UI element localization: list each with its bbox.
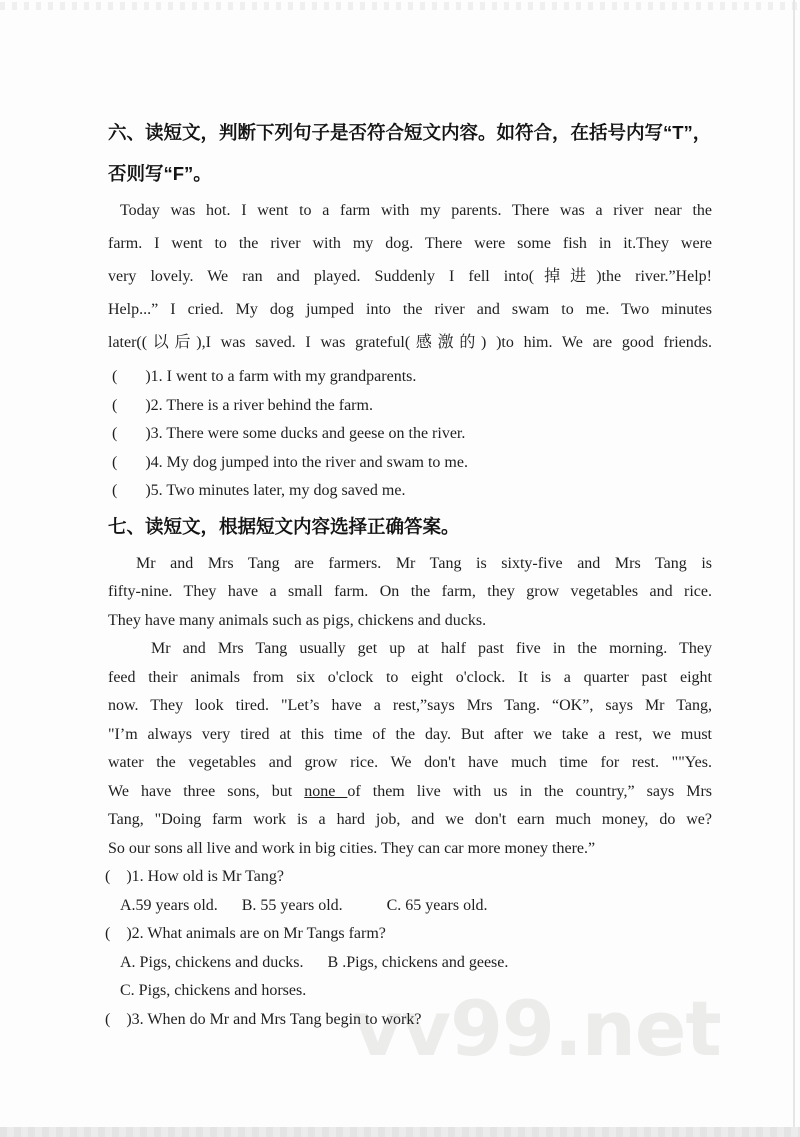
perforation-strip <box>0 2 800 10</box>
page-edge-line <box>793 0 795 1137</box>
tf-statement: ( )4. My dog jumped into the river and swam to me. <box>112 453 468 471</box>
passage-line: farm. I went to the river with my dog. There were some fish in it.They were <box>108 235 712 252</box>
passage-line: They have many animals such as pigs, chickens and ducks. <box>108 611 487 629</box>
passage-line: later((以后),I was saved. I was grateful(感激的) )to him. We are good friends. <box>108 334 712 351</box>
passage-line: "I’m always very tired at this time of the day. But after we take a rest, we must <box>108 725 712 743</box>
tf-statement: ( )1. I went to a farm with my grandparents. <box>112 368 417 385</box>
options-line: A. Pigs, chickens and ducks. B .Pigs, chickens and geese. <box>120 953 509 971</box>
tf-statement: ( )5. Two minutes later, my dog saved me. <box>112 482 406 499</box>
passage-line: Today was hot. I went to a farm with my parents. There was a river near the <box>120 202 712 219</box>
passage-line: Mr and Mrs Tang usually get up at half past five in the morning. They <box>151 640 712 657</box>
passage-line: feed their animals from six o'clock to eight o'clock. It is a quarter past eight <box>108 668 712 686</box>
section7-heading: 七、读短文，根据短文内容选择正确答案。 <box>108 515 460 537</box>
page-bottom-strip <box>0 1127 800 1137</box>
options-line: C. Pigs, chickens and horses. <box>120 982 307 1000</box>
question-line: ( )1. How old is Mr Tang? <box>105 868 285 885</box>
passage-line-with-underline <box>108 778 712 807</box>
tf-statement: ( )3. There were some ducks and geese on the river. <box>112 425 466 442</box>
line-text: of them live with us in the country,” says Mrs <box>347 782 712 800</box>
watermark: vv99.net <box>353 984 721 1073</box>
section7-paragraph2 <box>108 635 712 863</box>
section6-heading-line1: 六、读短文，判断下列句子是否符合短文内容。如符合，在括号内写“T”， <box>108 122 712 143</box>
paper-content <box>105 112 712 1035</box>
passage-line: fifty-nine. They have a small farm. On the farm, they grow vegetables and rice. <box>108 583 712 600</box>
section7-paragraph1 <box>108 550 712 636</box>
underlined-word: none <box>304 782 348 800</box>
question-line: ( )3. When do Mr and Mrs Tang begin to work? <box>105 1010 422 1028</box>
section6-passage <box>108 194 712 359</box>
tf-statement: ( )2. There is a river behind the farm. <box>112 396 373 414</box>
section7-questions <box>105 863 712 1035</box>
passage-line: water the vegetables and grow rice. We don't have much time for rest. ""Yes. <box>108 754 712 771</box>
passage-line: Help...” I cried. My dog jumped into the river and swam to me. Two minutes <box>108 301 712 318</box>
passage-line: Mr and Mrs Tang are farmers. Mr Tang is sixty-five and Mrs Tang is <box>136 554 712 572</box>
passage-line: very lovely. We ran and played. Suddenly I fell into(掉进)the river.”Help! <box>108 268 712 285</box>
options-line: A.59 years old. B. 55 years old. C. 65 years old. <box>120 896 488 914</box>
line-text: We have three sons, but <box>108 782 305 800</box>
passage-line: now. They look tired. "Let’s have a rest,”says Mrs Tang. “OK”, says Mr Tang, <box>108 697 712 714</box>
passage-line: So our sons all live and work in big cities. They can car more money there.” <box>108 839 596 857</box>
question-line: ( )2. What animals are on Mr Tangs farm? <box>105 925 386 943</box>
section6-statements <box>112 363 712 506</box>
passage-line: Tang, "Doing farm work is a hard job, and we don't earn much money, do we? <box>108 811 712 828</box>
section6-heading-line2: 否则写“F”。 <box>108 163 212 184</box>
